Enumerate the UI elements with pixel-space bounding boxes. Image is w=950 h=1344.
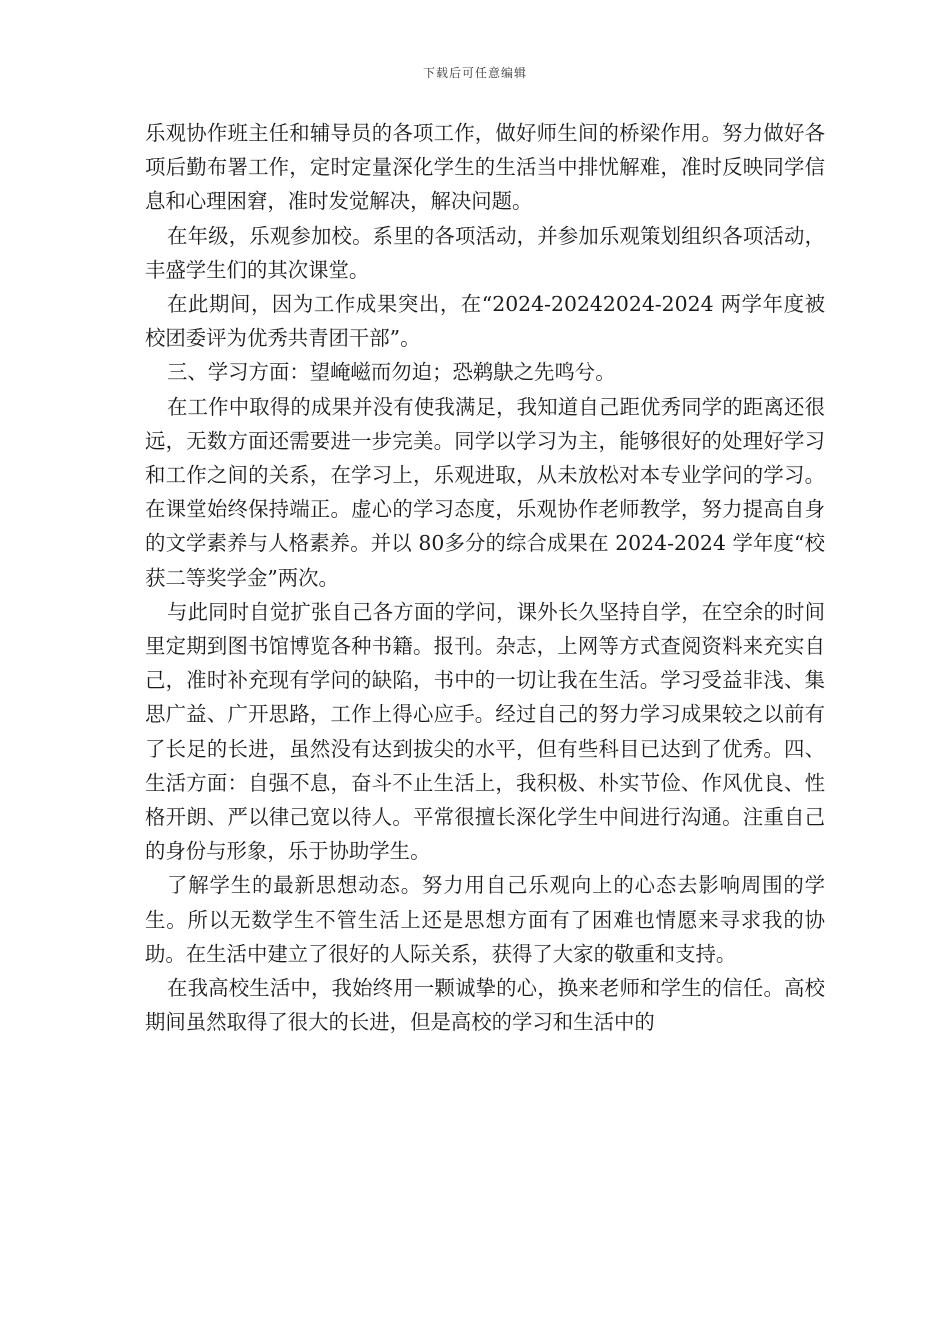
paragraph-line: 围的学生。所以无数学生不管生活上还是思想方面有了困难也情愿 — [145, 873, 826, 932]
paragraph-line: 查阅资料来充实自己，准时补充现有学问的缺陷，书中的一切让我 — [145, 634, 826, 693]
paragraph-line: 在工作中取得的成果并没有使我满足，我知道自己距优秀同学的 — [167, 394, 743, 419]
paragraph-line: 度被校团委评为优秀共青团干部”。 — [145, 292, 826, 351]
paragraph-line: 在此期间，因为工作成果突出，在“2024-20242024-2024 两学年 — [167, 292, 784, 317]
page-header-note: 下载后可任意编辑 — [422, 66, 527, 80]
paragraph-line: 多分的综合成果在 2024-2024 学年度“校获二等奖学金”两次。 — [145, 531, 825, 590]
paragraph-line: 很好的处理好学习和工作之间的关系，在学习上，乐观进取，从未 — [145, 428, 826, 488]
paragraph-line: 敬重和支持。 — [613, 941, 737, 966]
document-body — [145, 116, 825, 1039]
paragraph-line: 力做好各项后勤布署工作，定时定量深化学生的生活当中排忧解难， — [145, 121, 826, 180]
paragraph-line: 乐观协作老师教学，努力提高自身的文学素养与人格素养。并以 80 — [145, 497, 825, 556]
paragraph-line: 了解学生的最新思想动态。努力用自己乐观向上的心态去影响周 — [167, 873, 763, 898]
paragraph-line: 放松对本专业学问的学习。在课堂始终保持端正。虚心的学习态度， — [145, 463, 826, 522]
paragraph-line: 距离还很远，无数方面还需要进一步完美。同学以学习为主，能够 — [145, 394, 826, 453]
paragraph — [145, 868, 825, 971]
paragraph-line: 项活动，丰盛学生们的其次课堂。 — [145, 223, 826, 282]
paragraph-line: 准时反映同学信息和心理困窘，准时发觉解决，解决问题。 — [145, 155, 826, 214]
paragraph — [145, 287, 825, 355]
paragraph — [145, 390, 825, 595]
paragraph-line: 拔尖的水平，但有些科目已达到了优秀。四、生活方面：自强不息， — [145, 736, 826, 795]
paragraph — [145, 219, 825, 287]
paragraph-line: 份与形象，乐于协助学生。 — [185, 839, 431, 864]
paragraph-line: 奋斗不止生活上，我积极、朴实节俭、作风优良、性格开朗、严以 — [145, 770, 826, 830]
paragraph — [145, 116, 825, 219]
paragraph-line: 在我高校生活中，我始终用一颗诚挚的心，换来老师和学生的信 — [167, 976, 743, 1001]
paragraph-line: 在年级，乐观参加校。系里的各项活动，并参加乐观策划组织各 — [167, 223, 743, 248]
paragraph-line: 来寻求我的协助。在生活中建立了很好的人际关系，获得了大家的 — [145, 907, 825, 966]
paragraph — [145, 595, 825, 869]
paragraph-line: 在生活。学习受益非浅、集思广益、广开思路，工作上得心应手。 — [145, 668, 826, 727]
paragraph-line: 乐观协作班主任和辅导员的各项工作，做好师生间的桥梁作用。努 — [145, 121, 743, 145]
paragraph-line: 任。高校期间虽然取得了很大的长进，但是高校的学习和生活中的 — [145, 976, 826, 1035]
paragraph-line: 余的时间里定期到图书馆博览各种书籍。报刊。杂志，上网等方式 — [145, 599, 826, 659]
paragraph-line: 与此同时自觉扩张自己各方面的学问，课外长久坚持自学，在空 — [167, 599, 743, 624]
paragraph — [145, 971, 825, 1039]
paragraph-line: 经过自己的努力学习成果较之以前有了长足的长进，虽然没有达到 — [145, 702, 826, 761]
paragraph-line: 三、学习方面：望崦嵫而勿迫；恐鹈鴃之先鸣兮。 — [167, 360, 616, 385]
paragraph-line: 律己宽以待人。平常很擅长深化学生中间进行沟通。注重自己的身 — [145, 805, 826, 864]
paragraph — [145, 355, 825, 389]
